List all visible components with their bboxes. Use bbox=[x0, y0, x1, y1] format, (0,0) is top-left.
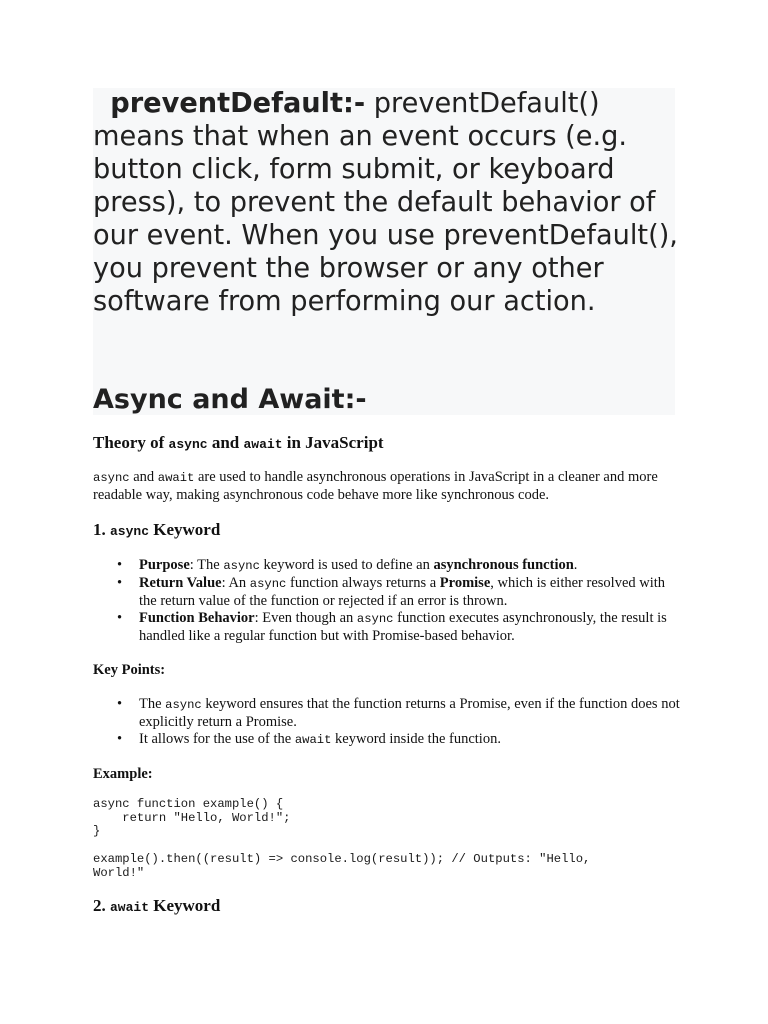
async-keyword-heading bbox=[93, 520, 683, 542]
item-strong: Promise bbox=[439, 575, 491, 591]
theory-para-code-async: async bbox=[93, 471, 130, 485]
item-text: : Even though an bbox=[254, 610, 354, 626]
theory-heading-code-await: await bbox=[243, 437, 283, 452]
async-heading-code: async bbox=[110, 524, 150, 539]
list-item-return-value bbox=[139, 575, 683, 610]
item-text: It allows for the use of the bbox=[139, 731, 292, 747]
theory-heading-mid: and bbox=[211, 433, 240, 452]
prevent-default-text: preventDefault() means that when an event occurs (e.g. button click, form submit, or keyboard press), to prevent the default behavior of our event. When you use preventDefault(), you prevent the browser or any other software from performing our action. bbox=[93, 88, 678, 317]
key-points-list bbox=[93, 696, 683, 749]
item-text: , which is either resolved with the return value of the function or rejected if an error is thrown. bbox=[139, 575, 666, 609]
prevent-default-paragraph bbox=[93, 87, 683, 318]
item-text: keyword ensures that the function returns a Promise, even if the function does not explicitly return a Promise. bbox=[139, 696, 680, 730]
item-code: await bbox=[294, 733, 332, 747]
item-code: async bbox=[249, 577, 287, 591]
item-text: . bbox=[573, 557, 578, 573]
async-heading-word: Keyword bbox=[153, 520, 221, 539]
item-code: async bbox=[356, 612, 394, 626]
item-text: function always returns a bbox=[290, 575, 437, 591]
theory-para-rest: are used to handle asynchronous operations in JavaScript in a cleaner and more readable way, making asynchronous code behave more like synchronous code. bbox=[93, 469, 658, 503]
item-code: async bbox=[165, 698, 202, 712]
item-text: function executes asynchronously, the result is handled like a regular function but with Promise-based behavior. bbox=[139, 610, 667, 644]
await-heading-word: Keyword bbox=[153, 896, 221, 916]
await-heading-number: 2. bbox=[93, 896, 106, 916]
theory-heading-pre: Theory of bbox=[93, 433, 165, 452]
async-heading-number: 1. bbox=[93, 520, 106, 539]
await-keyword-heading bbox=[93, 896, 683, 918]
item-strong: asynchronous function bbox=[433, 557, 574, 573]
theory-para-code-await: await bbox=[157, 471, 195, 485]
list-item-function-behavior bbox=[139, 610, 683, 645]
theory-paragraph bbox=[93, 469, 683, 504]
item-label: Function Behavior bbox=[139, 610, 255, 626]
theory-heading bbox=[93, 433, 683, 455]
example-heading: Example: bbox=[93, 766, 153, 782]
item-text: : An bbox=[221, 575, 247, 591]
example-code-block: async function example() { return "Hello, World!"; } example().then((result) => console.log(result)); // Outputs: "Hello, World!" bbox=[93, 797, 591, 880]
item-code: async bbox=[223, 559, 260, 573]
document-body bbox=[93, 433, 683, 918]
item-text: The bbox=[139, 696, 162, 712]
await-heading-code: await bbox=[110, 900, 150, 916]
item-text: keyword is used to define an bbox=[263, 557, 430, 573]
item-text: : The bbox=[189, 557, 220, 573]
list-item-key-point bbox=[139, 731, 683, 749]
theory-para-mid: and bbox=[133, 469, 155, 485]
list-item-purpose bbox=[139, 557, 683, 575]
section-heading-async-await: Async and Await:- bbox=[93, 384, 367, 415]
key-points-heading: Key Points: bbox=[93, 662, 166, 678]
theory-heading-code-async: async bbox=[168, 437, 208, 452]
item-label: Purpose bbox=[139, 557, 190, 573]
prevent-default-term: preventDefault:- bbox=[110, 88, 366, 119]
list-item-key-point bbox=[139, 696, 683, 731]
item-text: keyword inside the function. bbox=[335, 731, 501, 747]
theory-heading-post: in JavaScript bbox=[286, 433, 384, 452]
async-properties-list bbox=[93, 557, 683, 645]
item-label: Return Value bbox=[139, 575, 222, 591]
